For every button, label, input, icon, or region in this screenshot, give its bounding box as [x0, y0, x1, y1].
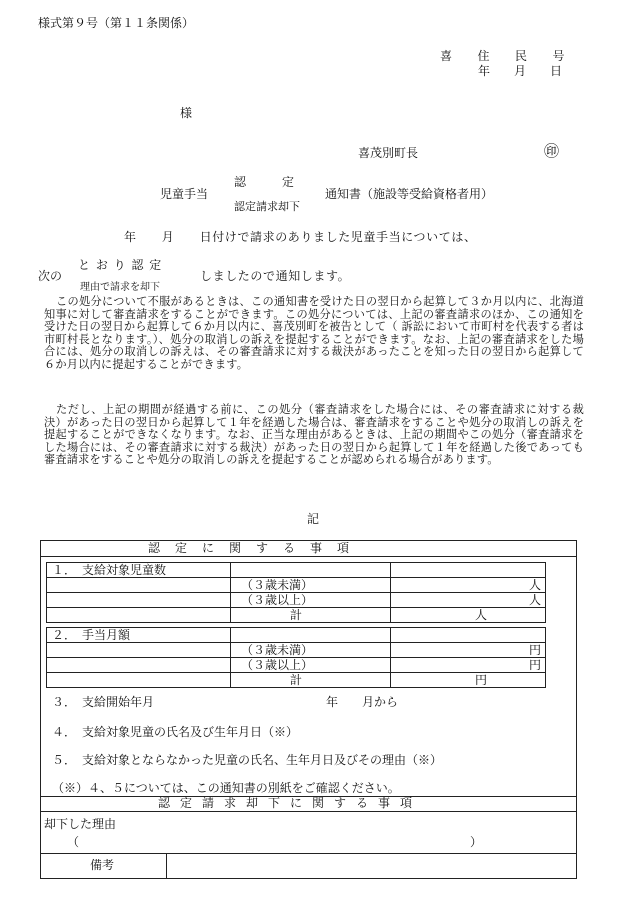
- child-count-over3-label: （３歳以上）: [241, 593, 314, 607]
- start-month-label: ３． 支給開始年月: [52, 695, 155, 709]
- rejection-reason-paren-close: ）: [470, 835, 483, 849]
- remarks-label: 備考: [90, 858, 115, 872]
- title-child-allowance: 児童手当: [160, 187, 209, 201]
- intro-certify-option: と お り 認 定: [78, 258, 163, 272]
- divider: [230, 627, 231, 688]
- monthly-amount-total-label: 計: [290, 673, 303, 687]
- divider: [166, 853, 167, 879]
- monthly-amount-label: ２． 手当月額: [52, 628, 131, 642]
- attachment-note: （※）４、５については、この通知書の別紙をご確認ください。: [52, 781, 400, 795]
- monthly-amount-over3-unit: 円: [529, 658, 542, 672]
- rejection-reason-label: 却下した理由: [44, 817, 117, 831]
- child-count-over3-unit: 人: [529, 593, 542, 607]
- seal-icon: ㊞: [544, 142, 560, 160]
- form-id: 様式第９号（第１１条関係）: [38, 16, 195, 30]
- title-reject: 認定請求却下: [234, 200, 300, 213]
- monthly-amount-total-unit: 円: [475, 673, 488, 687]
- ki-label: 記: [307, 512, 320, 526]
- ineligible-children-item: ５． 支給対象とならなかった児童の氏名、生年月日及びその理由（※）: [52, 753, 443, 767]
- issue-date: 年 月 日: [478, 64, 563, 78]
- section1-header: 認定に関する事項: [148, 541, 365, 555]
- eligible-children-item: ４． 支給対象児童の氏名及び生年月日（※）: [52, 725, 299, 739]
- start-month-value: 年 月から: [326, 695, 399, 709]
- divider: [230, 562, 231, 623]
- divider: [390, 627, 391, 688]
- divider: [40, 811, 577, 812]
- title-certify: 認 定: [234, 175, 295, 189]
- intro-prefix: 次の: [38, 269, 63, 283]
- title-notice: 通知書（施設等受給資格者用）: [325, 187, 494, 201]
- monthly-amount-over3-label: （３歳以上）: [241, 658, 314, 672]
- section2-header: 認定請求却下に関する事項: [158, 796, 423, 810]
- child-count-under3-label: （３歳未満）: [241, 578, 314, 592]
- issuer-name: 喜茂別町長: [358, 146, 419, 160]
- intro-suffix: しましたので通知します。: [200, 269, 351, 283]
- divider: [390, 562, 391, 623]
- monthly-amount-under3-unit: 円: [529, 643, 542, 657]
- child-count-under3-unit: 人: [529, 578, 542, 592]
- appeal-paragraph-1: この処分について不服があるときは、この通知書を受けた日の翌日から起算して３か月以内に、北海道知事に対して審査請求をすることができます。この処分については、上記の審査請求のほか、この通知を受けた日の翌日から起算して６か月以内に、喜茂別町を被告として（ 訴訟において市町村を代表する者は市町村長となります。）、処分の取消しの訴えを提起することができます。なお、上記の審査請求をした場合には、処分の取消しの訴えは、その審査請求に対する裁決があったことを知った日の翌日から起算して６か月以内に提起することができます。: [44, 295, 584, 371]
- monthly-amount-under3-label: （３歳未満）: [241, 643, 314, 657]
- appeal-paragraph-2: ただし、上記の期間が経過する前に、この処分（審査請求をした場合には、その審査請求に対する裁決）があった日の翌日から起算して１年を経過した場合は、審査請求をすることや処分の取消しの訴えを提起することができなくなります。なお、正当な理由があるときは、上記の期間やこの処分（審査請求をした場合には、その審査請求に対する裁決）があった日の翌日から起算して１年を経過した後であっても審査請求をすることや処分の取消しの訴えを提起することが認められる場合があります。: [44, 403, 584, 467]
- rejection-reason-paren-open: （: [67, 835, 80, 849]
- child-count-total-unit: 人: [475, 608, 488, 622]
- child-count-total-label: 計: [290, 608, 303, 622]
- document-number: 喜 住 民 号: [440, 49, 566, 63]
- child-count-label: １． 支給対象児童数: [52, 563, 167, 577]
- addressee-suffix: 様: [180, 106, 193, 120]
- intro-line: 年 月 日付けで請求のありました児童手当については、: [124, 230, 477, 244]
- intro-reject-option: 理由で請求を却下: [80, 282, 160, 293]
- divider: [40, 853, 577, 854]
- divider: [40, 556, 577, 557]
